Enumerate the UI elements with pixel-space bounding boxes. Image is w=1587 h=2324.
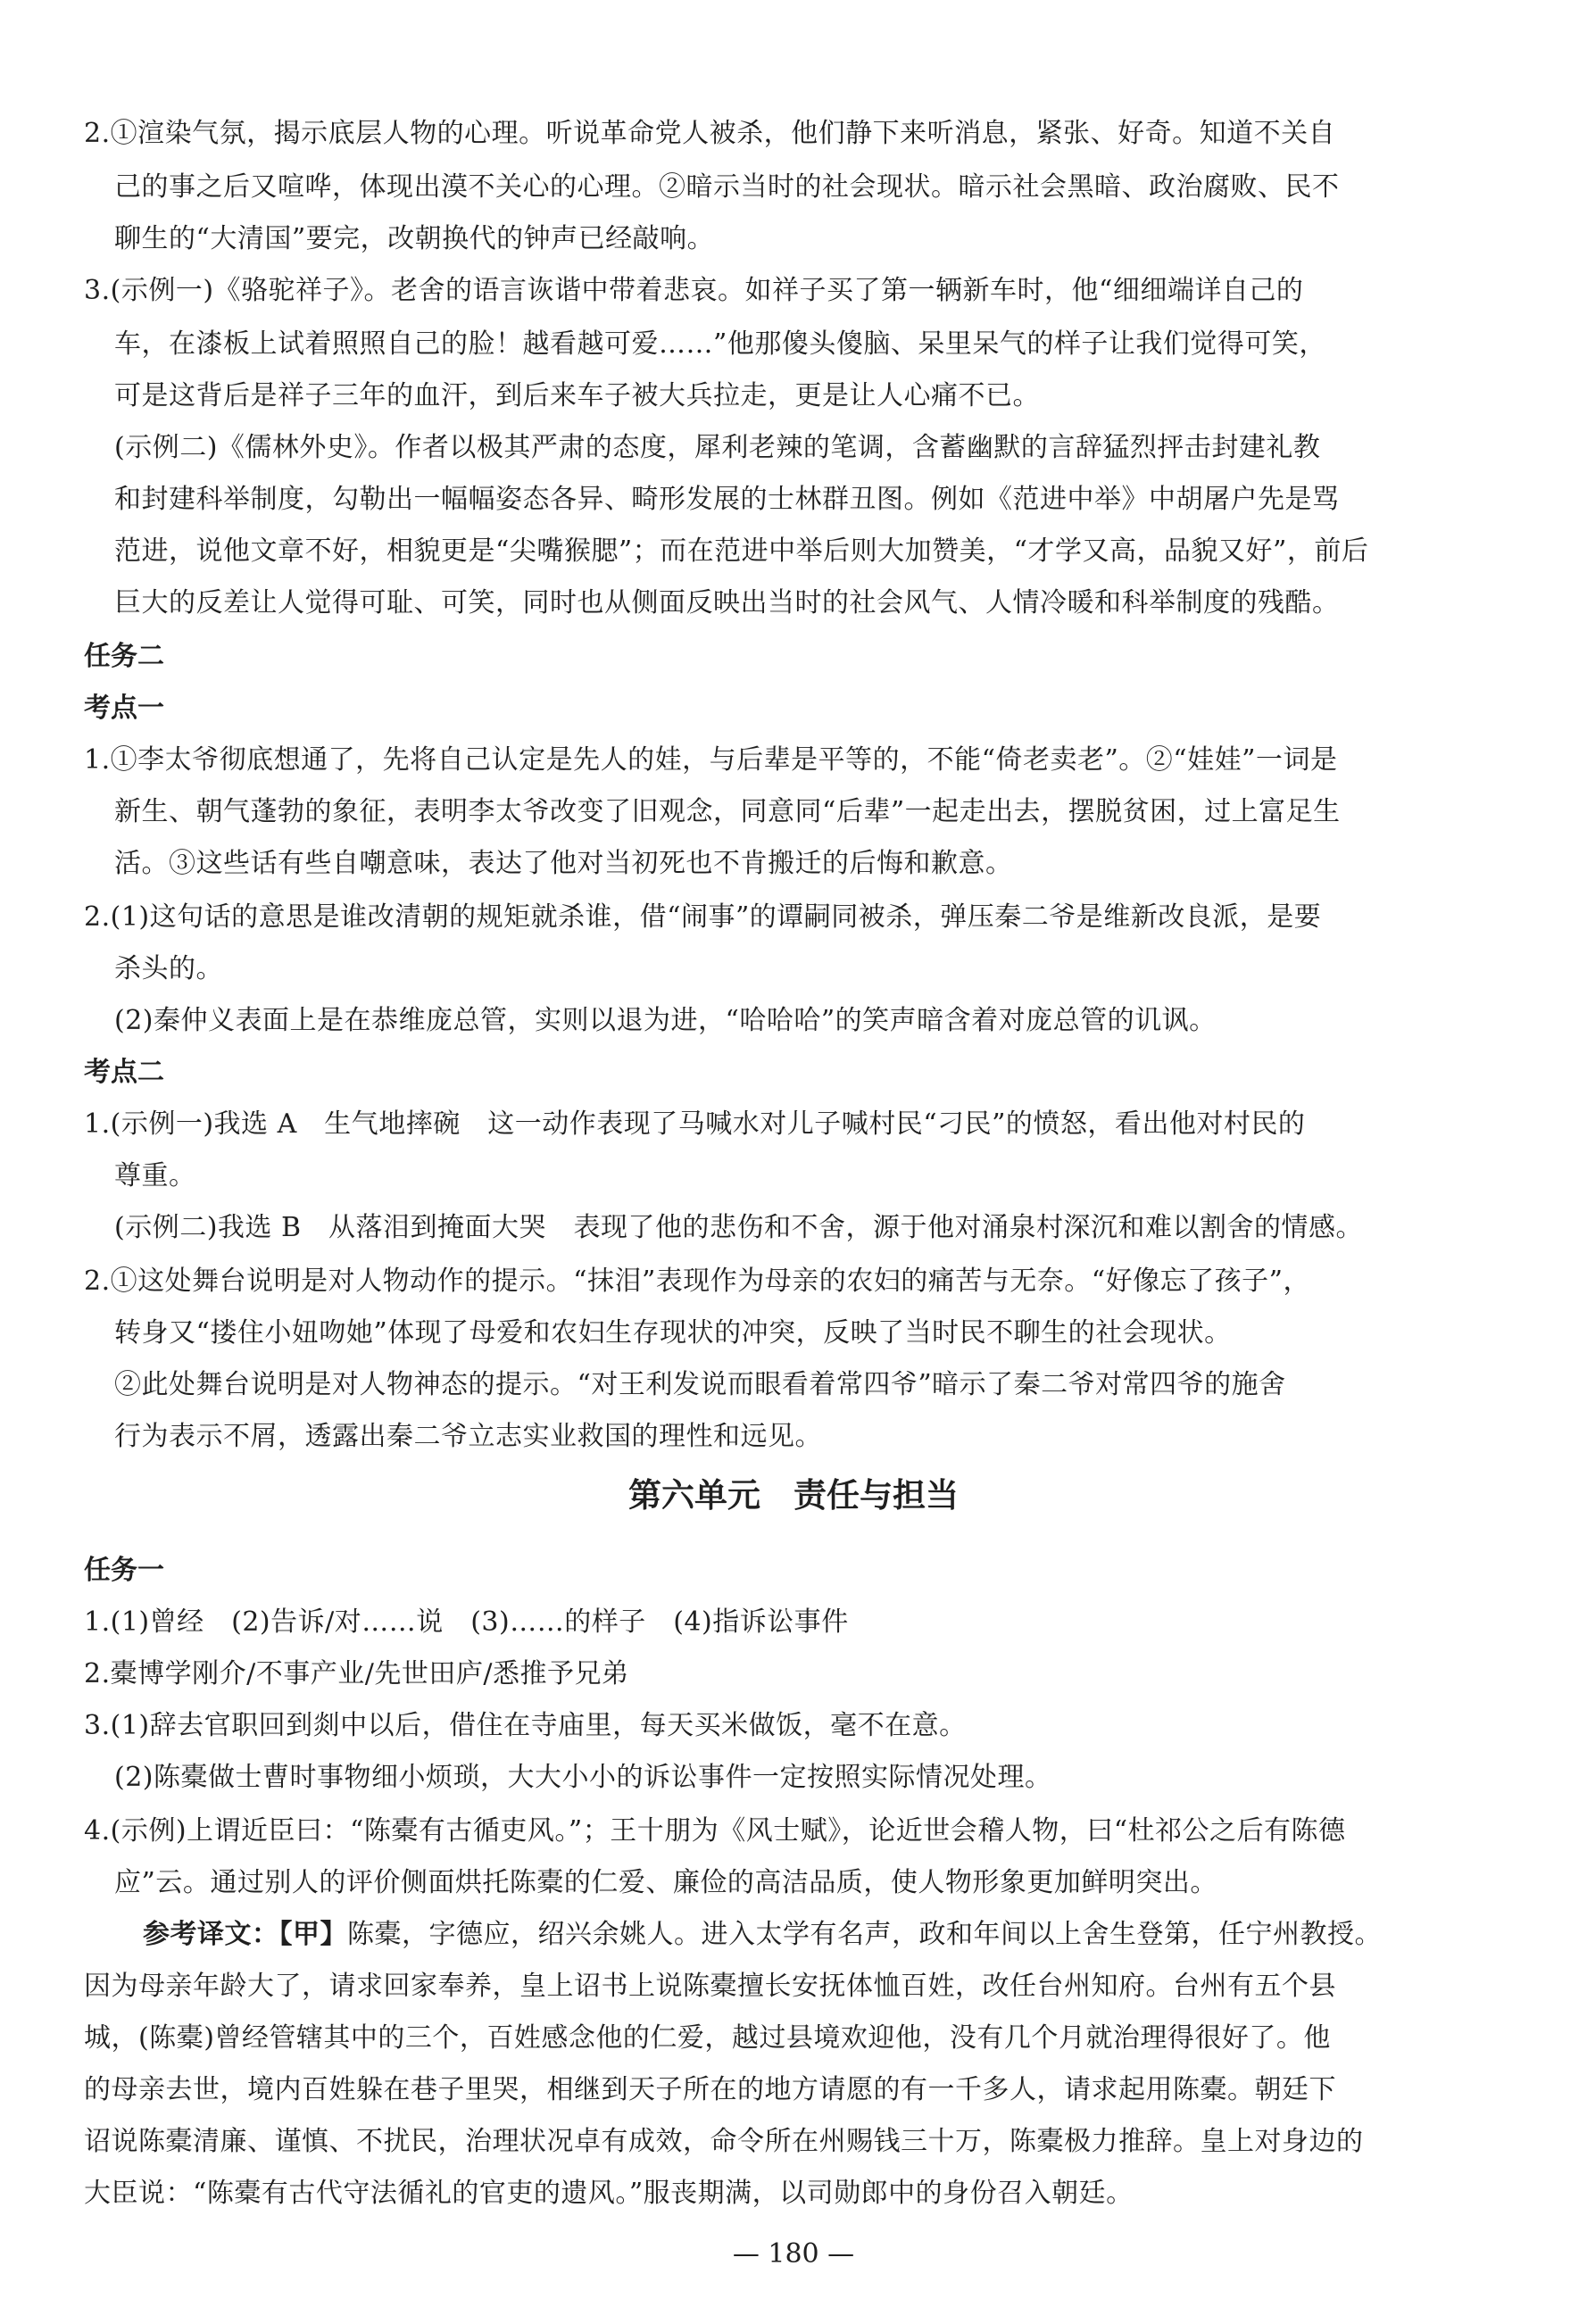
text-line: (示例二)《儒林外史》。作者以极其严肃的态度，犀利老辣的笔调，含蓄幽默的言辞猛烈抨击封建礼教 — [114, 432, 1321, 463]
section-heading-task1: 任务一 — [84, 1555, 164, 1586]
text-line: (示例二)我选 B 从落泪到掩面大哭 表现了他的悲伤和不舍，源于他对涌泉村深沉和难以割舍的情感。 — [114, 1212, 1363, 1243]
section-heading-task2: 任务二 — [84, 641, 164, 672]
text-line: 可是这背后是祥子三年的血汗，到后来车子被大兵拉走，更是让人心痛不已。 — [114, 380, 1040, 411]
page-number: — 180 — — [732, 2238, 855, 2270]
text-line: 大臣说：“陈橐有古代守法循礼的官吏的遗风。”服丧期满，以司勋郎中的身份召入朝廷。 — [84, 2178, 1134, 2209]
text-line: 行为表示不屑，透露出秦二爷立志实业救国的理性和远见。 — [114, 1421, 822, 1452]
text-line: 2.橐博学刚介/不事产业/先世田庐/悉推予兄弟 — [84, 1658, 629, 1689]
text-line: 1.(1)曾经 (2)告诉/对……说 (3)……的样子 (4)指诉讼事件 — [84, 1606, 849, 1638]
text-line: 转身又“搂住小妞吻她”体现了母爱和农妇生存现状的冲突，反映了当时民不聊生的社会现状。 — [114, 1317, 1232, 1349]
text-line: 车，在漆板上试着照照自己的脸！越看越可爱……”他那傻头傻脑、呆里呆气的样子让我们觉得可笑， — [114, 328, 1326, 360]
text-line: 和封建科举制度，勾勒出一幅幅姿态各异、畸形发展的士林群丑图。例如《范进中举》中胡屠户先是骂 — [114, 484, 1340, 515]
text-line: 3.(1)辞去官职回到剡中以后，借住在寺庙里，每天买米做饭，毫不在意。 — [84, 1710, 967, 1741]
text-line: 城，(陈橐)曾经管辖其中的三个，百姓感念他的仁爱，越过县境欢迎他，没有几个月就治理得很好了。他 — [84, 2022, 1331, 2054]
text-line: 的母亲去世，境内百姓躲在巷子里哭，相继到天子所在的地方请愿的有一千多人，请求起用陈橐。朝廷下 — [84, 2074, 1336, 2105]
text-line: 范进，说他文章不好，相貌更是“尖嘴猴腮”；而在范进中举后则大加赞美，“才学又高，品貌又好”，前后 — [114, 535, 1369, 567]
text-line: 杀头的。 — [114, 953, 223, 984]
section-heading-point1: 考点一 — [84, 693, 164, 724]
text-line: 应”云。通过别人的评价侧面烘托陈橐的仁爱、廉俭的高洁品质，使人物形象更加鲜明突出。 — [114, 1867, 1217, 1898]
text-line: 2.①渲染气氛，揭示底层人物的心理。听说革命党人被杀，他们静下来听消息，紧张、好奇。知道不关自 — [84, 118, 1336, 149]
text-line: 新生、朝气蓬勃的象征，表明李太爷改变了旧观念，同意同“后辈”一起走出去，摆脱贫困，过上富足生 — [114, 796, 1341, 827]
text-line: 2.(1)这句话的意思是谁改清朝的规矩就杀谁，借“闹事”的谭嗣同被杀，弹压秦二爷是维新改良派，是要 — [84, 901, 1322, 933]
text-line: 尊重。 — [114, 1160, 196, 1191]
reference-paragraph-first — [143, 1917, 1382, 1953]
text-line: ②此处舞台说明是对人物神态的提示。“对王利发说而眼看着常四爷”暗示了秦二爷对常四爷的施舍 — [114, 1369, 1286, 1400]
text-line: 1.(示例一)我选 A 生气地摔碗 这一动作表现了马喊水对儿子喊村民“刁民”的愤怒，看出他对村民的 — [84, 1108, 1306, 1140]
text-line: 巨大的反差让人觉得可耻、可笑，同时也从侧面反映出当时的社会风气、人情冷暖和科举制度的残酷。 — [114, 587, 1340, 618]
text-line: 4.(示例)上谓近臣曰：“陈橐有古循吏风。”；王十朋为《风士赋》，论近世会稽人物，曰“杜祁公之后有陈德 — [84, 1815, 1346, 1847]
text-line: 1.①李太爷彻底想通了，先将自己认定是先人的娃，与后辈是平等的，不能“倚老卖老”。②“娃娃”一词是 — [84, 744, 1338, 776]
text-line: 活。③这些话有些自嘲意味，表达了他对当初死也不肯搬迁的后悔和歉意。 — [114, 848, 1013, 879]
section-heading-point2: 考点二 — [84, 1057, 164, 1088]
reference-text: 陈橐，字德应，绍兴余姚人。进入太学有名声，政和年间以上舍生登第，任宁州教授。 — [347, 1919, 1382, 1950]
text-line: 诏说陈橐清廉、谨慎、不扰民，治理状况卓有成效，命令所在州赐钱三十万，陈橐极力推辞。皇上对身边的 — [84, 2126, 1364, 2157]
unit-title: 第六单元 责任与担当 — [628, 1476, 959, 1515]
text-line: (2)陈橐做士曹时事物细小烦琐，大大小小的诉讼事件一定按照实际情况处理。 — [114, 1762, 1052, 1793]
text-line: 3.(示例一)《骆驼祥子》。老舍的语言诙谐中带着悲哀。如祥子买了第一辆新车时，他“细细端详自己的 — [84, 275, 1304, 306]
text-line: 己的事之后又喧哗，体现出漠不关心的心理。②暗示当时的社会现状。暗示社会黑暗、政治腐败、民不 — [114, 171, 1340, 203]
text-line: 因为母亲年龄大了，请求回家奉养，皇上诏书上说陈橐擅长安抚体恤百姓，改任台州知府。台州有五个县 — [84, 1971, 1336, 2002]
text-line: 2.①这处舞台说明是对人物动作的提示。“抹泪”表现作为母亲的农妇的痛苦与无奈。“好像忘了孩子”， — [84, 1266, 1310, 1297]
text-line: (2)秦仲义表面上是在恭维庞总管，实则以退为进，“哈哈哈”的笑声暗含着对庞总管的讥讽。 — [114, 1005, 1217, 1036]
text-line: 聊生的“大清国”要完，改朝换代的钟声已经敲响。 — [114, 223, 715, 254]
reference-label: 参考译文：【甲】 — [143, 1919, 347, 1950]
